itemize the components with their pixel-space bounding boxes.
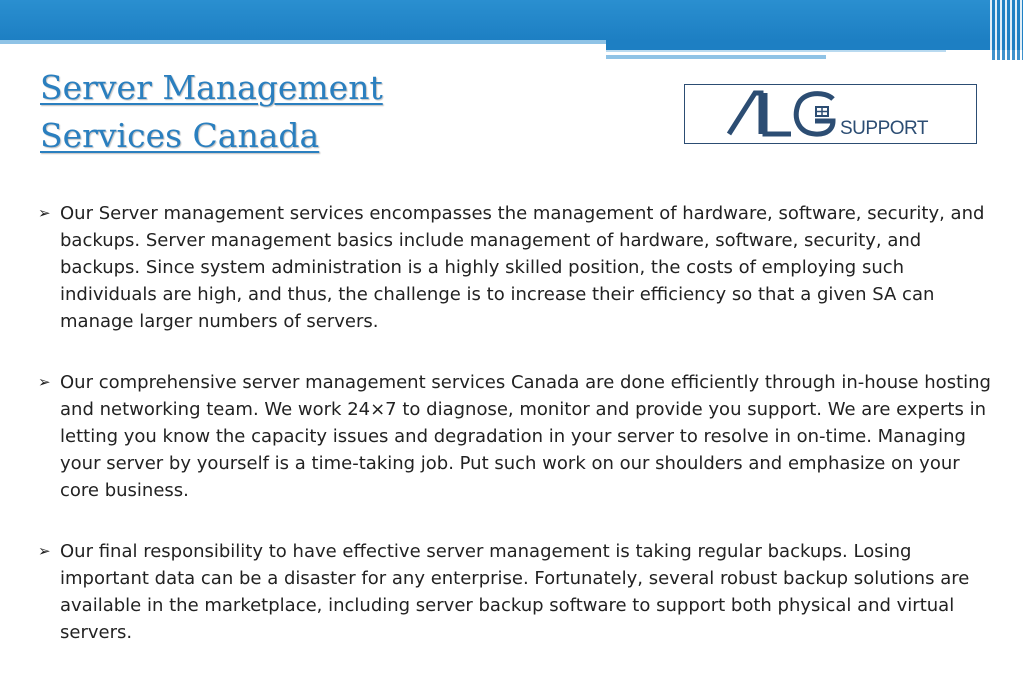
bullet-text: Our Server management services encompasses the management of hardware, software, security, and backups. Server management basics include management of hardware, software, security, and backups. Since system administration is a highly skilled position, the costs of employing such individuals are high, and thus, the challenge is to increase their efficiency so that a given SA can manage larger numbers of servers. [60,203,985,332]
banner-line [606,50,946,52]
banner-step [606,40,1023,50]
banner-strip [0,40,606,44]
banner-bar [0,0,1023,40]
arrow-bullet-icon: ➢ [38,373,51,391]
arrow-bullet-icon: ➢ [38,204,51,222]
bullet-text: Our final responsibility to have effective server management is taking regular backups. Losing important data can be a disaster for any enterprise. Fortunately, several robust backup solutions are available in the marketplace, including server backup software to support both physical and virtual servers. [60,541,970,643]
bullet-item [38,369,998,504]
arrow-bullet-icon: ➢ [38,542,51,560]
banner-stripes [990,0,1023,60]
bullet-item [38,200,998,335]
title-line-2[interactable]: Services Canada [40,116,320,155]
header-banner [0,0,1023,62]
banner-line [606,55,826,59]
alg-support-logo [684,84,977,144]
title-line-1[interactable]: Server Management [40,68,383,107]
bullet-item [38,538,998,646]
page-title[interactable] [40,64,383,160]
svg-text:SUPPORT: SUPPORT [840,118,929,139]
logo-graphic [685,85,978,145]
bullet-text: Our comprehensive server management services Canada are done efficiently through in-house hosting and networking team. We work 24×7 to diagnose, monitor and provide you support. We are experts in letting you know the capacity issues and degradation in your server to resolve in on-time. Managing your server by yourself is a time-taking job. Put such work on our shoulders and emphasize on your core business. [60,372,991,501]
bullet-list [38,200,998,680]
